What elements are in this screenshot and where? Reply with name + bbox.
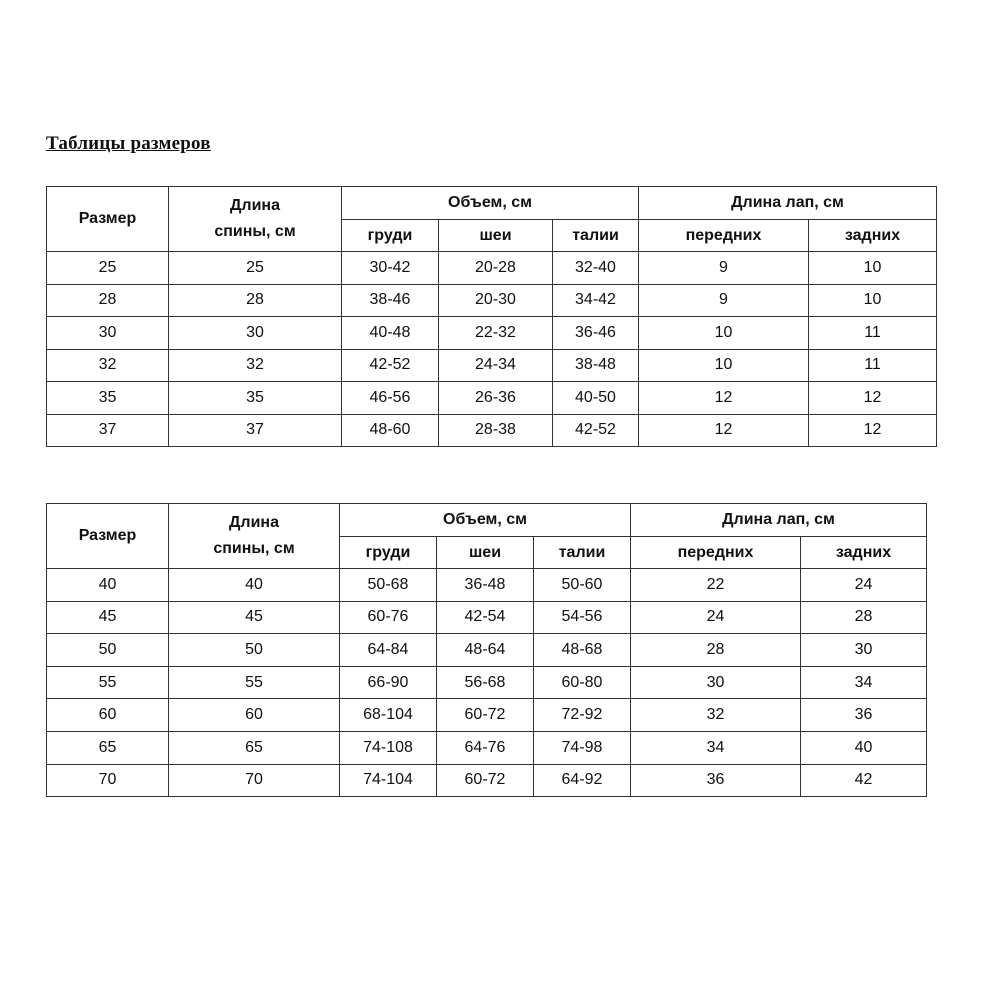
cell-chest: 46-56 — [342, 382, 439, 415]
cell-waist: 54-56 — [534, 601, 631, 634]
table-row — [47, 699, 927, 732]
cell-chest: 48-60 — [342, 414, 439, 447]
cell-rear-paw: 24 — [801, 569, 927, 602]
cell-rear-paw: 28 — [801, 601, 927, 634]
header-size: Размер — [47, 187, 169, 252]
cell-chest: 38-46 — [342, 284, 439, 317]
cell-waist: 32-40 — [553, 252, 639, 285]
header-chest: груди — [340, 537, 437, 569]
cell-size: 50 — [47, 634, 169, 667]
header-front: передних — [639, 220, 809, 252]
size-table-1 — [46, 186, 937, 447]
table-row — [47, 414, 937, 447]
cell-size: 40 — [47, 569, 169, 602]
cell-front-paw: 12 — [639, 414, 809, 447]
cell-neck: 22-32 — [439, 317, 553, 350]
cell-chest: 64-84 — [340, 634, 437, 667]
cell-rear-paw: 11 — [809, 349, 937, 382]
cell-front-paw: 22 — [631, 569, 801, 602]
cell-waist: 38-48 — [553, 349, 639, 382]
cell-neck: 26-36 — [439, 382, 553, 415]
cell-neck: 20-30 — [439, 284, 553, 317]
cell-size: 70 — [47, 764, 169, 797]
cell-size: 32 — [47, 349, 169, 382]
cell-chest: 42-52 — [342, 349, 439, 382]
cell-rear-paw: 10 — [809, 284, 937, 317]
cell-neck: 48-64 — [437, 634, 534, 667]
cell-waist: 60-80 — [534, 666, 631, 699]
cell-front-paw: 32 — [631, 699, 801, 732]
header-back-length-line2: спины, см — [213, 540, 295, 557]
cell-back-length: 37 — [169, 414, 342, 447]
header-back-length-line2: спины, см — [214, 223, 296, 240]
header-rear: задних — [809, 220, 937, 252]
cell-waist: 42-52 — [553, 414, 639, 447]
cell-front-paw: 30 — [631, 666, 801, 699]
header-neck: шеи — [437, 537, 534, 569]
table-row — [47, 382, 937, 415]
table-row — [47, 317, 937, 350]
cell-waist: 64-92 — [534, 764, 631, 797]
table-row — [47, 349, 937, 382]
table-row — [47, 666, 927, 699]
cell-rear-paw: 36 — [801, 699, 927, 732]
cell-back-length: 65 — [169, 731, 340, 764]
cell-neck: 36-48 — [437, 569, 534, 602]
cell-waist: 72-92 — [534, 699, 631, 732]
cell-back-length: 40 — [169, 569, 340, 602]
table-row — [47, 601, 927, 634]
cell-front-paw: 9 — [639, 252, 809, 285]
cell-size: 28 — [47, 284, 169, 317]
cell-neck: 42-54 — [437, 601, 534, 634]
cell-size: 30 — [47, 317, 169, 350]
cell-chest: 60-76 — [340, 601, 437, 634]
cell-chest: 66-90 — [340, 666, 437, 699]
table-body — [47, 569, 927, 797]
cell-front-paw: 9 — [639, 284, 809, 317]
table-row — [47, 731, 927, 764]
cell-rear-paw: 34 — [801, 666, 927, 699]
cell-chest: 74-108 — [340, 731, 437, 764]
header-back-length-line1: Длина — [229, 514, 279, 531]
header-paw-length: Длина лап, см — [639, 187, 937, 220]
cell-size: 37 — [47, 414, 169, 447]
header-neck: шеи — [439, 220, 553, 252]
header-chest: груди — [342, 220, 439, 252]
cell-size: 55 — [47, 666, 169, 699]
cell-waist: 50-60 — [534, 569, 631, 602]
cell-front-paw: 24 — [631, 601, 801, 634]
cell-front-paw: 10 — [639, 317, 809, 350]
header-back-length-line1: Длина — [230, 197, 280, 214]
cell-rear-paw: 12 — [809, 414, 937, 447]
cell-front-paw: 10 — [639, 349, 809, 382]
cell-neck: 24-34 — [439, 349, 553, 382]
cell-front-paw: 12 — [639, 382, 809, 415]
cell-waist: 36-46 — [553, 317, 639, 350]
cell-back-length: 55 — [169, 666, 340, 699]
header-volume: Объем, см — [340, 504, 631, 537]
table-row — [47, 634, 927, 667]
cell-size: 35 — [47, 382, 169, 415]
cell-back-length: 28 — [169, 284, 342, 317]
table-row — [47, 569, 927, 602]
header-volume: Объем, см — [342, 187, 639, 220]
header-waist: талии — [534, 537, 631, 569]
cell-rear-paw: 10 — [809, 252, 937, 285]
cell-waist: 74-98 — [534, 731, 631, 764]
cell-back-length: 35 — [169, 382, 342, 415]
header-size: Размер — [47, 504, 169, 569]
cell-neck: 60-72 — [437, 699, 534, 732]
cell-front-paw: 34 — [631, 731, 801, 764]
cell-neck: 60-72 — [437, 764, 534, 797]
cell-chest: 50-68 — [340, 569, 437, 602]
cell-chest: 68-104 — [340, 699, 437, 732]
cell-waist: 34-42 — [553, 284, 639, 317]
cell-size: 60 — [47, 699, 169, 732]
cell-rear-paw: 40 — [801, 731, 927, 764]
header-back-length — [169, 504, 340, 569]
cell-rear-paw: 11 — [809, 317, 937, 350]
cell-front-paw: 36 — [631, 764, 801, 797]
cell-size: 25 — [47, 252, 169, 285]
table-row — [47, 764, 927, 797]
header-back-length — [169, 187, 342, 252]
cell-back-length: 70 — [169, 764, 340, 797]
cell-waist: 48-68 — [534, 634, 631, 667]
table-body — [47, 252, 937, 447]
cell-front-paw: 28 — [631, 634, 801, 667]
cell-back-length: 25 — [169, 252, 342, 285]
header-waist: талии — [553, 220, 639, 252]
header-paw-length: Длина лап, см — [631, 504, 927, 537]
cell-size: 45 — [47, 601, 169, 634]
cell-neck: 64-76 — [437, 731, 534, 764]
cell-chest: 30-42 — [342, 252, 439, 285]
page-title: Таблицы размеров — [46, 133, 211, 154]
cell-back-length: 50 — [169, 634, 340, 667]
cell-chest: 40-48 — [342, 317, 439, 350]
cell-back-length: 60 — [169, 699, 340, 732]
cell-rear-paw: 42 — [801, 764, 927, 797]
cell-neck: 28-38 — [439, 414, 553, 447]
cell-back-length: 30 — [169, 317, 342, 350]
cell-rear-paw: 30 — [801, 634, 927, 667]
table-row — [47, 284, 937, 317]
cell-back-length: 45 — [169, 601, 340, 634]
cell-neck: 20-28 — [439, 252, 553, 285]
header-front: передних — [631, 537, 801, 569]
cell-back-length: 32 — [169, 349, 342, 382]
size-table-2 — [46, 503, 927, 797]
header-rear: задних — [801, 537, 927, 569]
cell-chest: 74-104 — [340, 764, 437, 797]
cell-neck: 56-68 — [437, 666, 534, 699]
table-row — [47, 252, 937, 285]
cell-size: 65 — [47, 731, 169, 764]
cell-rear-paw: 12 — [809, 382, 937, 415]
cell-waist: 40-50 — [553, 382, 639, 415]
